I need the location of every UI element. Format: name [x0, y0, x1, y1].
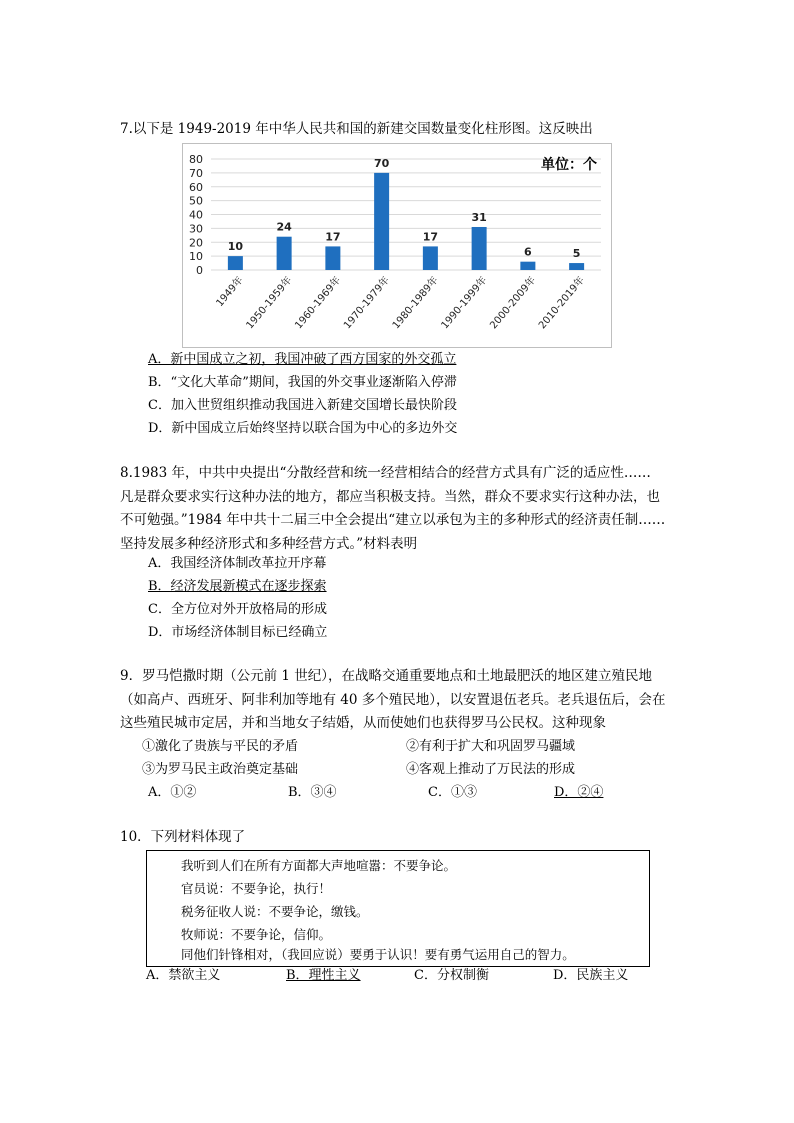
y-tick-label: 0: [196, 264, 203, 277]
q9-line-3: 这些殖民城市定居，并和当地女子结婚，从而使她们也获得罗马公民权。这种现象: [120, 715, 606, 731]
q7-stem: 7.以下是 1949-2019 年中华人民共和国的新建交国数量变化柱形图。这反映出: [120, 121, 593, 137]
quote-line-1: 我听到人们在所有方面都大声地喧嚣：不要争论。: [181, 858, 457, 873]
q9-option-b: B．③④: [288, 785, 337, 800]
data-label: 17: [422, 230, 439, 244]
bar: [325, 246, 340, 270]
q10-option-a: A．禁欲主义: [146, 968, 221, 983]
x-tick-label: 1970-1979年: [342, 274, 392, 332]
data-label: 31: [471, 210, 487, 224]
q9-stem: [120, 665, 680, 736]
quote-line-4: 牧师说：不要争论，信仰。: [181, 927, 332, 942]
x-tick-label: 2000-2009年: [488, 274, 539, 332]
bar: [277, 237, 292, 270]
bar: [423, 246, 438, 270]
y-tick-label: 10: [189, 250, 203, 264]
q8-option-b-text: B．经济发展新模式在逐步探索: [148, 579, 327, 594]
bar: [520, 262, 535, 270]
data-label: 10: [227, 240, 244, 254]
bar-chart: [182, 143, 612, 348]
x-tick-label: 1980-1989年: [390, 274, 441, 332]
q9-line-1: 9．罗马恺撒时期（公元前 1 世纪），在战略交通重要地点和土地最肥沃的地区建立殖民地: [120, 668, 653, 684]
q9-line-2: （如高卢、西班牙、阿非利加等地有 40 多个殖民地），以安置退伍老兵。老兵退伍后，会在: [120, 691, 666, 708]
q9-option-d: [554, 782, 603, 804]
data-label: 70: [373, 156, 390, 170]
x-tick-label: 1990-1999年: [439, 274, 490, 332]
quote-line-2: 官员说：不要争论，执行！: [181, 881, 332, 896]
y-tick-label: 40: [189, 208, 203, 222]
data-label: 24: [276, 220, 292, 234]
q9-item-4: ④客观上推动了万民法的形成: [406, 762, 576, 777]
q8-line-1: 8.1983 年，中共中央提出“分散经营和统一经营相结合的经营方式具有广泛的适应性……: [120, 465, 651, 481]
q9-item-1: ①激化了贵族与平民的矛盾: [142, 739, 299, 754]
data-label: 17: [325, 230, 341, 244]
bar: [228, 256, 243, 270]
q8-line-3: 不可勉强。”1984 年中共十二届三中全会提出“建立以承包为主的多种形式的经济责任制……: [120, 512, 666, 528]
bar: [374, 173, 389, 270]
chart-svg: [183, 144, 611, 347]
q7-option-a-text: A．新中国成立之初，我国冲破了西方国家的外交孤立: [148, 352, 457, 367]
q7-option-b: B．“文化大革命”期间，我国的外交事业逐渐陷入停滞: [148, 375, 457, 390]
q9-option-a: A．①②: [148, 785, 197, 800]
q9-item-3: ③为罗马民主政治奠定基础: [142, 762, 299, 777]
q10-option-d: D．民族主义: [553, 968, 629, 983]
q8-option-a: A．我国经济体制改革拉开序幕: [148, 556, 327, 571]
data-label: 6: [524, 245, 532, 259]
q9-option-c: C．①③: [428, 785, 477, 800]
q9-item-2: ②有利于扩大和巩固罗马疆域: [406, 739, 576, 754]
q9-option-d-text: D．②④: [554, 785, 604, 800]
q10-stem: 10．下列材料体现了: [120, 829, 246, 845]
y-tick-label: 20: [189, 236, 203, 250]
q10-option-b-text: B．理性主义: [286, 968, 361, 983]
q7-option-d: D．新中国成立后始终坚持以联合国为中心的多边外交: [148, 421, 458, 436]
q8-option-d: D．市场经济体制目标已经确立: [148, 625, 328, 640]
q8-stem: [120, 462, 680, 556]
bar: [569, 263, 584, 270]
bar: [472, 227, 487, 270]
q7-option-a: [148, 349, 456, 371]
q8-option-c: C．全方位对外开放格局的形成: [148, 602, 327, 617]
x-tick-label: 2010-2019年: [537, 274, 587, 332]
x-tick-label: 1949年: [214, 274, 246, 310]
y-tick-label: 80: [189, 153, 203, 166]
q8-option-b: [148, 576, 327, 598]
y-tick-label: 50: [189, 194, 203, 208]
data-label: 5: [572, 247, 581, 261]
x-tick-label: 1950-1959年: [244, 274, 295, 332]
y-tick-label: 60: [189, 180, 203, 194]
y-tick-label: 70: [189, 166, 203, 180]
q8-line-2: 凡是群众要求实行这种办法的地方，都应当积极支持。当然，群众不要求实行这种办法，也: [120, 488, 660, 505]
chart-title: 单位：个: [541, 157, 597, 173]
quote-line-5: 同他们针锋相对，（我回应说）要勇于认识！要有勇气运用自己的智力。: [181, 947, 575, 962]
quote-box: [146, 850, 650, 967]
x-tick-label: 1960-1969年: [293, 274, 344, 332]
quote-line-3: 税务征收人说：不要争论，缴钱。: [181, 904, 369, 919]
q8-line-4: 坚持发展多种经济形式和多种经营方式。”材料表明: [120, 535, 418, 552]
q7-option-c: C．加入世贸组织推动我国进入新建交国增长最快阶段: [148, 398, 457, 413]
q10-option-c: C．分权制衡: [414, 968, 489, 983]
q10-option-b: [286, 965, 361, 987]
y-tick-label: 30: [189, 222, 203, 236]
